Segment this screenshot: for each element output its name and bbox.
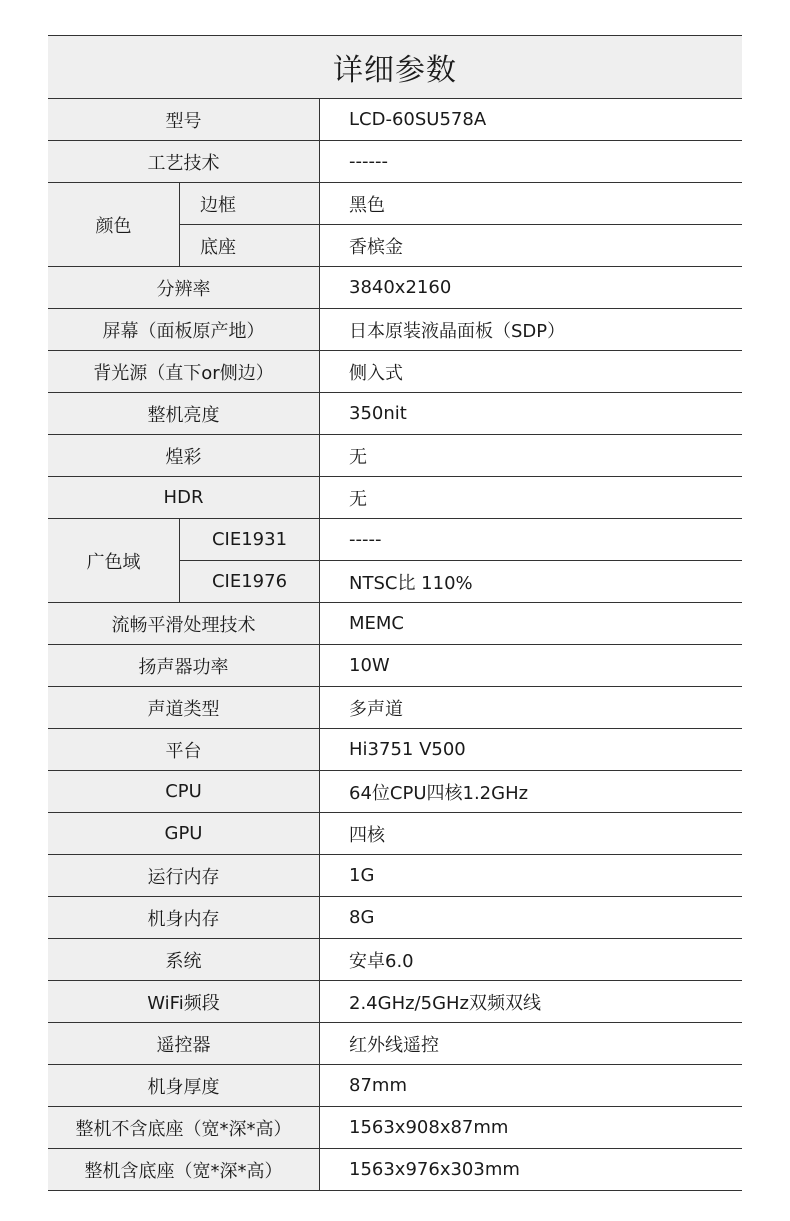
table-row xyxy=(48,1149,742,1191)
row-label: CIE1976 xyxy=(180,561,320,602)
table-row xyxy=(48,477,742,519)
row-value: 香槟金 xyxy=(320,225,742,266)
row-value: 多声道 xyxy=(320,687,742,728)
row-label: GPU xyxy=(48,813,320,854)
row-label: 整机亮度 xyxy=(48,393,320,434)
table-row xyxy=(180,560,742,602)
row-label: 分辨率 xyxy=(48,267,320,308)
table-row xyxy=(48,729,742,771)
table-row xyxy=(48,645,742,687)
table-row xyxy=(48,393,742,435)
table-row xyxy=(48,309,742,351)
group-label: 颜色 xyxy=(48,183,180,266)
table-row xyxy=(180,224,742,266)
row-label: 煌彩 xyxy=(48,435,320,476)
row-value: 10W xyxy=(320,645,742,686)
row-label: 机身内存 xyxy=(48,897,320,938)
table-row xyxy=(48,981,742,1023)
table-row xyxy=(48,813,742,855)
table-row xyxy=(48,939,742,981)
row-label: HDR xyxy=(48,477,320,518)
row-value: 无 xyxy=(320,477,742,518)
row-value: NTSC比 110% xyxy=(320,561,742,602)
row-value: 红外线遥控 xyxy=(320,1023,742,1064)
row-label: CIE1931 xyxy=(180,519,320,560)
row-value: 1G xyxy=(320,855,742,896)
row-label: WiFi频段 xyxy=(48,981,320,1022)
row-value: MEMC xyxy=(320,603,742,644)
row-label: 机身厚度 xyxy=(48,1065,320,1106)
group-label: 广色域 xyxy=(48,519,180,602)
row-label: 工艺技术 xyxy=(48,141,320,182)
table-row xyxy=(48,897,742,939)
row-label: 整机不含底座（宽*深*高） xyxy=(48,1107,320,1148)
row-label: 运行内存 xyxy=(48,855,320,896)
color-group xyxy=(48,183,742,267)
row-value: 1563x976x303mm xyxy=(320,1149,742,1190)
row-value: 8G xyxy=(320,897,742,938)
row-value: 350nit xyxy=(320,393,742,434)
table-row xyxy=(180,519,742,560)
row-value: 64位CPU四核1.2GHz xyxy=(320,771,742,812)
row-value: 日本原装液晶面板（SDP） xyxy=(320,309,742,350)
table-row xyxy=(48,603,742,645)
row-value: 3840x2160 xyxy=(320,267,742,308)
row-value: 四核 xyxy=(320,813,742,854)
row-value: 无 xyxy=(320,435,742,476)
table-row xyxy=(48,435,742,477)
row-label: 遥控器 xyxy=(48,1023,320,1064)
spec-table xyxy=(48,35,742,1191)
row-value: 87mm xyxy=(320,1065,742,1106)
table-row xyxy=(48,771,742,813)
row-label: 底座 xyxy=(180,225,320,266)
row-value: ------ xyxy=(320,141,742,182)
row-value: 侧入式 xyxy=(320,351,742,392)
table-row xyxy=(180,183,742,224)
table-title: 详细参数 xyxy=(48,36,742,99)
row-label: 平台 xyxy=(48,729,320,770)
row-label: 系统 xyxy=(48,939,320,980)
row-value: 1563x908x87mm xyxy=(320,1107,742,1148)
row-value: Hi3751 V500 xyxy=(320,729,742,770)
row-value: 2.4GHz/5GHz双频双线 xyxy=(320,981,742,1022)
row-label: 流畅平滑处理技术 xyxy=(48,603,320,644)
table-row xyxy=(48,267,742,309)
row-value: 安卓6.0 xyxy=(320,939,742,980)
row-label: 背光源（直下or侧边） xyxy=(48,351,320,392)
gamut-group xyxy=(48,519,742,603)
table-row xyxy=(48,1065,742,1107)
row-label: 边框 xyxy=(180,183,320,224)
row-label: 整机含底座（宽*深*高） xyxy=(48,1149,320,1190)
table-row xyxy=(48,351,742,393)
row-value: ----- xyxy=(320,519,742,560)
row-label: 型号 xyxy=(48,99,320,140)
row-label: 扬声器功率 xyxy=(48,645,320,686)
table-row xyxy=(48,141,742,183)
row-label: 屏幕（面板原产地） xyxy=(48,309,320,350)
table-row xyxy=(48,1107,742,1149)
row-value: 黑色 xyxy=(320,183,742,224)
row-label: 声道类型 xyxy=(48,687,320,728)
row-label: CPU xyxy=(48,771,320,812)
table-row xyxy=(48,687,742,729)
row-value: LCD-60SU578A xyxy=(320,99,742,140)
table-row xyxy=(48,855,742,897)
table-row xyxy=(48,99,742,141)
table-row xyxy=(48,1023,742,1065)
